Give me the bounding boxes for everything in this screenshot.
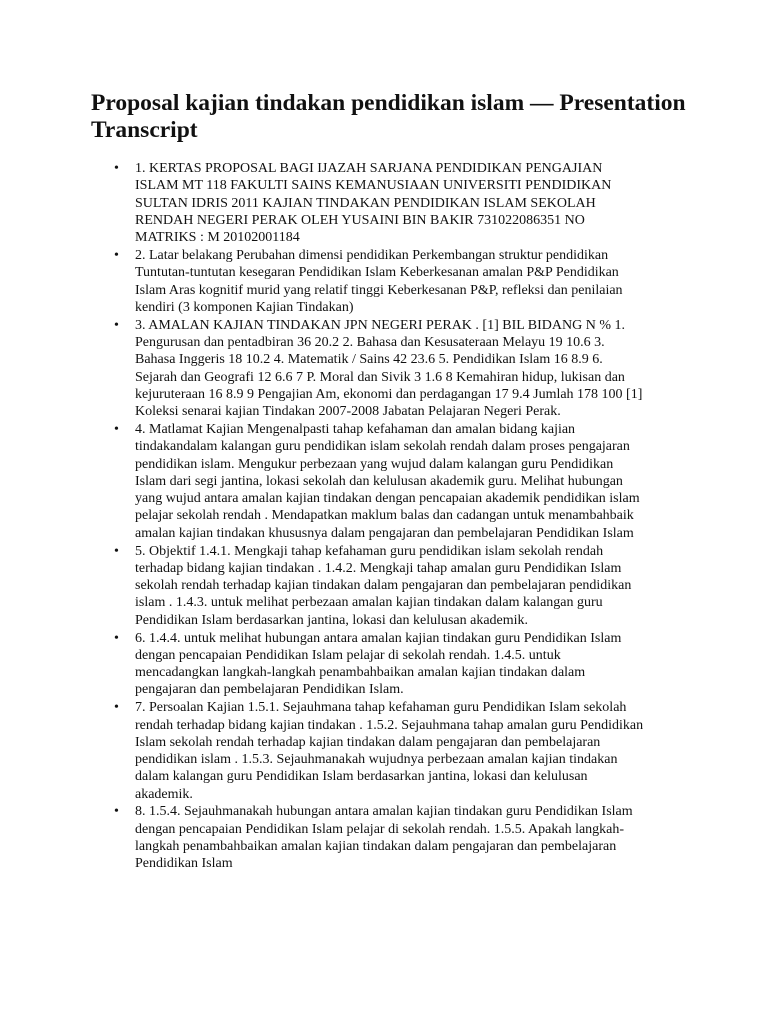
list-item: • 8. 1.5.4. Sejauhmanakah hubungan antara amalan kajian tindakan guru Pendidikan Islam dengan pencapaian Pendidikan Islam pelajar di sekolah rendah. 1.5.5. Apakah langkah-langkah penambahbaikan amalan kajian tindakan dalam pengajaran dan pembelajaran Pendidikan Islam [135, 803, 645, 872]
list-item: • 5. Objektif 1.4.1. Mengkaji tahap kefahaman guru pendidikan islam sekolah rendah terhadap bidang kajian tindakan . 1.4.2. Mengkaji tahap amalan guru Pendidikan Islam sekolah rendah terhadap kajian tindakan dalam pengajaran dan pembelajaran pendidikan islam . 1.4.3. untuk melihat perbezaan amalan kajian tindakan dalam kalangan guru Pendidikan Islam berdasarkan jantina, lokasi dan kelulusan akademik. [135, 543, 645, 629]
list-item: • 4. Matlamat Kajian Mengenalpasti tahap kefahaman dan amalan bidang kajian tindakandalam kalangan guru pendidikan islam sekolah rendah dalam proses pengajaran pendidikan islam. Mengukur perbezaan yang wujud dalam kalangan guru Pendidikan Islam dari segi jantina, lokasi sekolah dan kelulusan akademik guru. Melihat hubungan yang wujud antara amalan kajian tindakan dengan pencapaian akademik pendidikan islam pelajar sekolah rendah . Mendapatkan maklum balas dan cadangan untuk menambahbaik amalan kajian tindakan khususnya dalam pengajaran dan pembelajaran Pendidikan Islam [135, 421, 645, 542]
list-item: • 6. 1.4.4. untuk melihat hubungan antara amalan kajian tindakan guru Pendidikan Islam dengan pencapaian Pendidikan Islam pelajar di sekolah rendah. 1.4.5. untuk mencadangkan langkah-langkah penambahbaikan amalan kajian tindakan dalam pengajaran dan pembelajaran Pendidikan Islam. [135, 630, 645, 699]
list-item: • 7. Persoalan Kajian 1.5.1. Sejauhmana tahap kefahaman guru Pendidikan Islam sekolah rendah terhadap bidang kajian tindakan . 1.5.2. Sejauhmana tahap amalan guru Pendidikan Islam sekolah rendah terhadap kajian tindakan dalam pengajaran dan pembelajaran pendidikan islam . 1.5.3. Sejauhmanakah wujudnya perbezaan amalan kajian tindakan dalam kalangan guru Pendidikan Islam berdasarkan jantina, lokasi dan kelulusan akademik. [135, 699, 645, 803]
list-item: • 1. KERTAS PROPOSAL BAGI IJAZAH SARJANA PENDIDIKAN PENGAJIAN ISLAM MT 118 FAKULTI SAINS KEMANUSIAAN UNIVERSITI PENDIDIKAN SULTAN IDRIS 2011 KAJIAN TINDAKAN PENDIDIKAN ISLAM SEKOLAH RENDAH NEGERI PERAK OLEH YUSAINI BIN BAKIR 731022086351 NO MATRIKS : M 20102001184 [135, 160, 645, 246]
list-item: • 3. AMALAN KAJIAN TINDAKAN JPN NEGERI PERAK . [1] BIL BIDANG N % 1. Pengurusan dan pentadbiran 36 20.2 2. Bahasa dan Kesusateraan Melayu 19 10.6 3. Bahasa Inggeris 18 10.2 4. Matematik / Sains 42 23.6 5. Pendidikan Islam 16 8.9 6. Sejarah dan Geografi 12 6.6 7 P. Moral dan Sivik 3 1.6 8 Kemahiran hidup, lukisan dan kejuruteraan 16 8.9 9 Pengajian Am, ekonomi dan perdagangan 17 9.4 Jumlah 178 100 [1] Koleksi senarai kajian Tindakan 2007-2008 Jabatan Pelajaran Negeri Perak. [135, 317, 645, 421]
page-title: Proposal kajian tindakan pendidikan islam — Presentation Transcript [91, 90, 686, 143]
list-item: • 2. Latar belakang Perubahan dimensi pendidikan Perkembangan struktur pendidikan Tuntutan-tuntutan kesegaran Pendidikan Islam Keberkesanan amalan P&P Pendidikan Islam Aras kognitif murid yang relatif tinggi Keberkesanan P&P, refleksi dan penilaian kendiri (3 komponen Kajian Tindakan) [135, 247, 645, 316]
transcript-list [91, 160, 708, 873]
